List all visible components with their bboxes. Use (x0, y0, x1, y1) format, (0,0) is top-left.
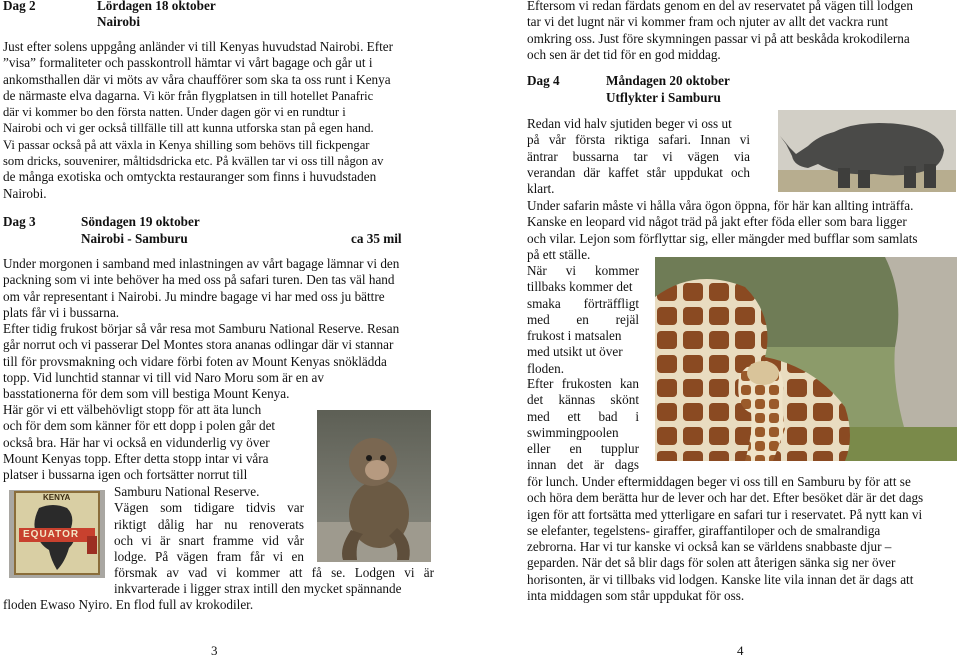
equator-sign-photo (9, 490, 105, 578)
day4-paragraph-2 (527, 198, 953, 263)
text-line: de många exotiska och omtyckta restauranger som finns i huvudstaden (3, 169, 377, 185)
text-line: Under morgonen i samband med inlastningen av vårt bagage lämnar vi den (3, 256, 400, 271)
text-line: geparden. När det så blir dags för solen att återigen sänka sig ner över (527, 555, 896, 571)
text-line: Nairobi. (3, 185, 47, 201)
text-line: också bra. Här har vi också en vidunderlig vy över (3, 434, 270, 450)
text-line: ankomsthallen där vi möts av våra chaufförer som ska ta oss runt i Kenya (3, 71, 391, 87)
text-line: på vår första riktiga safari. Innan vi (527, 132, 750, 148)
text-line: Efter frukosten kan (527, 376, 639, 391)
text-line: det kännas skönt (527, 392, 639, 408)
text-line: swimmingpoolen (527, 424, 619, 440)
text-line: floden. (527, 360, 564, 376)
text-line: och för dem som känner för ett dopp i polen går det (3, 418, 276, 434)
day2-date: Lördagen 18 oktober (97, 0, 216, 13)
text-line: plats får vi i bussarna. (3, 304, 120, 320)
text-line: igen för att fortsätta med ytterligare en safari tur i reservatet. På nytt kan vi (527, 506, 923, 522)
text-line: om vår representant i Nairobi. Ju mindre bagage vi har med oss ju bättre (3, 288, 385, 304)
text-line: och sen är det tid för en god middag. (527, 46, 721, 62)
day3-paragraph-2 (3, 321, 431, 402)
text-line: på ett ställe. (527, 246, 591, 262)
text-line: Samburu National Reserve. (114, 484, 260, 499)
text-line: lodge. På vägen fram får vi en (114, 549, 304, 565)
text-line: se elefanter, tegelstens- giraffer, giraffantiloper och de smalrandiga (527, 522, 881, 538)
page-number-right: 4 (737, 643, 744, 658)
text-line: med ett bad i (527, 408, 639, 424)
text-line: floden Ewaso Nyiro. En flod full av krokodiler. (3, 597, 254, 612)
text-line: de närmaste elva dagarna. Vi kör från flygplatsen in till hotellet Panafric (3, 87, 374, 103)
text-line: äntrar bussarna tar vi vägen via (527, 148, 750, 164)
text-line: och vi är snart framme vid vår (114, 532, 304, 548)
day4-date: Måndagen 20 oktober (606, 73, 730, 88)
text-line: När vi kommer (527, 263, 639, 278)
text-line: Efter tidig frukost börjar så vår resa mot Samburu National Reserve. Resan (3, 321, 400, 336)
text-line: eller en tupplur (527, 441, 639, 457)
text-line: tar vi det lugnt när vi kommer fram och njuter av allt det vackra runt (527, 14, 889, 30)
sign-equator-text: EQUATOR (23, 529, 80, 540)
day3-paragraph-1 (3, 256, 431, 321)
day3-paragraph-3c (114, 565, 434, 598)
text-line: packning som vi inte behöver ha med oss på safari turen. Den tas väl hand (3, 272, 395, 288)
day4-paragraph-3 (527, 263, 639, 377)
text-line: Mount Kenyas topp. Efter detta stopp intar vi våra (3, 450, 269, 466)
day3-paragraph-3b (114, 484, 304, 565)
text-line: frukost i matsalen (527, 328, 622, 344)
text-line: försmak av vad vi kommer att få se. Lodgen vi är (114, 565, 434, 580)
monkey-photo (317, 410, 431, 562)
day3-paragraph-3d (3, 597, 253, 613)
day4-title: Utflykter i Samburu (606, 90, 721, 105)
monkey-illustration (317, 410, 431, 562)
day4-label: Dag 4 (527, 73, 560, 88)
text-line: Här gör vi ett välbehövligt stopp för att äta lunch (3, 402, 262, 417)
text-line: smaka förträffligt (527, 295, 639, 311)
text-line: där vi kommer bo den första natten. Under dagen gör vi en rundtur i (3, 105, 346, 120)
text-line: platser i bussarna igen och fortsätter norrut till (3, 467, 248, 483)
page-number-left: 3 (211, 643, 218, 658)
day3-distance: ca 35 mil (351, 231, 402, 246)
giraffe-photo (655, 257, 957, 461)
text-line: inta middagen som står uppdukat för oss. (527, 588, 745, 604)
day2-place: Nairobi (97, 14, 140, 29)
sign-kenya-text: KENYA (43, 493, 71, 502)
day3-label: Dag 3 (3, 214, 36, 229)
text-line: för lunch. Under eftermiddagen beger vi oss till en Samburu by för att se (527, 474, 911, 489)
text-line: Redan vid halv sjutiden beger vi oss ut (527, 116, 732, 131)
right-page (480, 0, 960, 658)
intro-paragraph (527, 0, 953, 63)
day3-paragraph-3a (3, 402, 303, 483)
text-line: som dricks, souvenirer, måltidsdricka etc. På kvällen tar vi oss till någon av (3, 154, 384, 169)
text-line: Under safarin måste vi hålla våra ögon öppna, för här kan allting inträffa. (527, 198, 914, 213)
text-line: går norrut och vi passerar Del Montes stora ananas odlingar där vi stannar (3, 337, 394, 353)
text-line: och vilar. Lejon som förflyttar sig, eller mängder med bufflar som samlats (527, 230, 918, 246)
text-line: horisonten, är vi tillbaks vid lodgen. Kanske lite vila innan det är dags att (527, 571, 914, 587)
text-line: Eftersom vi redan färdats genom en del av reservatet på vägen till lodgen (527, 0, 913, 13)
text-line: Nairobi och vi ger också tillfälle till att kunna utforska stan på egen hand. (3, 121, 374, 136)
text-line: ”visa” formaliteter och passkontroll hämtar vi vårt bagage och går ut i (3, 55, 373, 71)
text-line: omkring oss. Just före skymningen passar vi på att beskåda krokodilerna (527, 30, 910, 46)
text-line: och höra dem berätta hur de lever och har det. Efter besöket där är det dags (527, 490, 924, 506)
left-page (0, 0, 480, 658)
day3-date: Söndagen 19 oktober (81, 214, 200, 229)
text-line: verandan där kaffet står uppdukat och (527, 164, 750, 180)
day2-label: Dag 2 (3, 0, 36, 13)
text-line: inkvarterade i ligger strax intill den mycket spännande (114, 581, 402, 597)
text-line: topp. Vid lunchtid stannar vi till vid Naro Moru som är en av (3, 369, 324, 385)
day4-paragraph-4b (527, 474, 953, 604)
giraffe-illustration (655, 257, 957, 461)
rhino-photo (778, 110, 956, 192)
text-line: Vi passar också på att växla in Kenya shilling som behövs till fickpengar (3, 137, 370, 152)
text-line: innan det är dags (527, 457, 639, 473)
day4-paragraph-4a (527, 376, 639, 474)
text-line: Kanske en leopard vid något träd på jakt efter föda eller som bara ligger (527, 214, 907, 230)
text-line: riktigt dålig har nu renoverats (114, 516, 304, 532)
text-line: klart. (527, 181, 555, 197)
text-line: Vägen som tidigare tidvis var (114, 500, 304, 516)
text-line: med utsikt ut över (527, 344, 623, 360)
day2-paragraph (3, 39, 431, 202)
text-line: med en rejäl (527, 311, 639, 327)
text-line: Just efter solens uppgång anländer vi till Kenyas huvudstad Nairobi. Efter (3, 39, 394, 54)
text-line: basstationerna för dem som vill bestiga Mount Kenya. (3, 386, 290, 402)
text-line: till för provsmakning och vidare förbi foten av Mount Kenyas snöklädda (3, 353, 387, 369)
day3-route: Nairobi - Samburu (81, 231, 188, 246)
text-line: zebrorna. Har vi tur kanske vi också kan se världens snabbaste djur – (527, 539, 892, 555)
rhino-illustration (778, 110, 956, 192)
day4-paragraph-1 (527, 116, 750, 197)
text-line: tillbaks kommer det (527, 279, 633, 295)
